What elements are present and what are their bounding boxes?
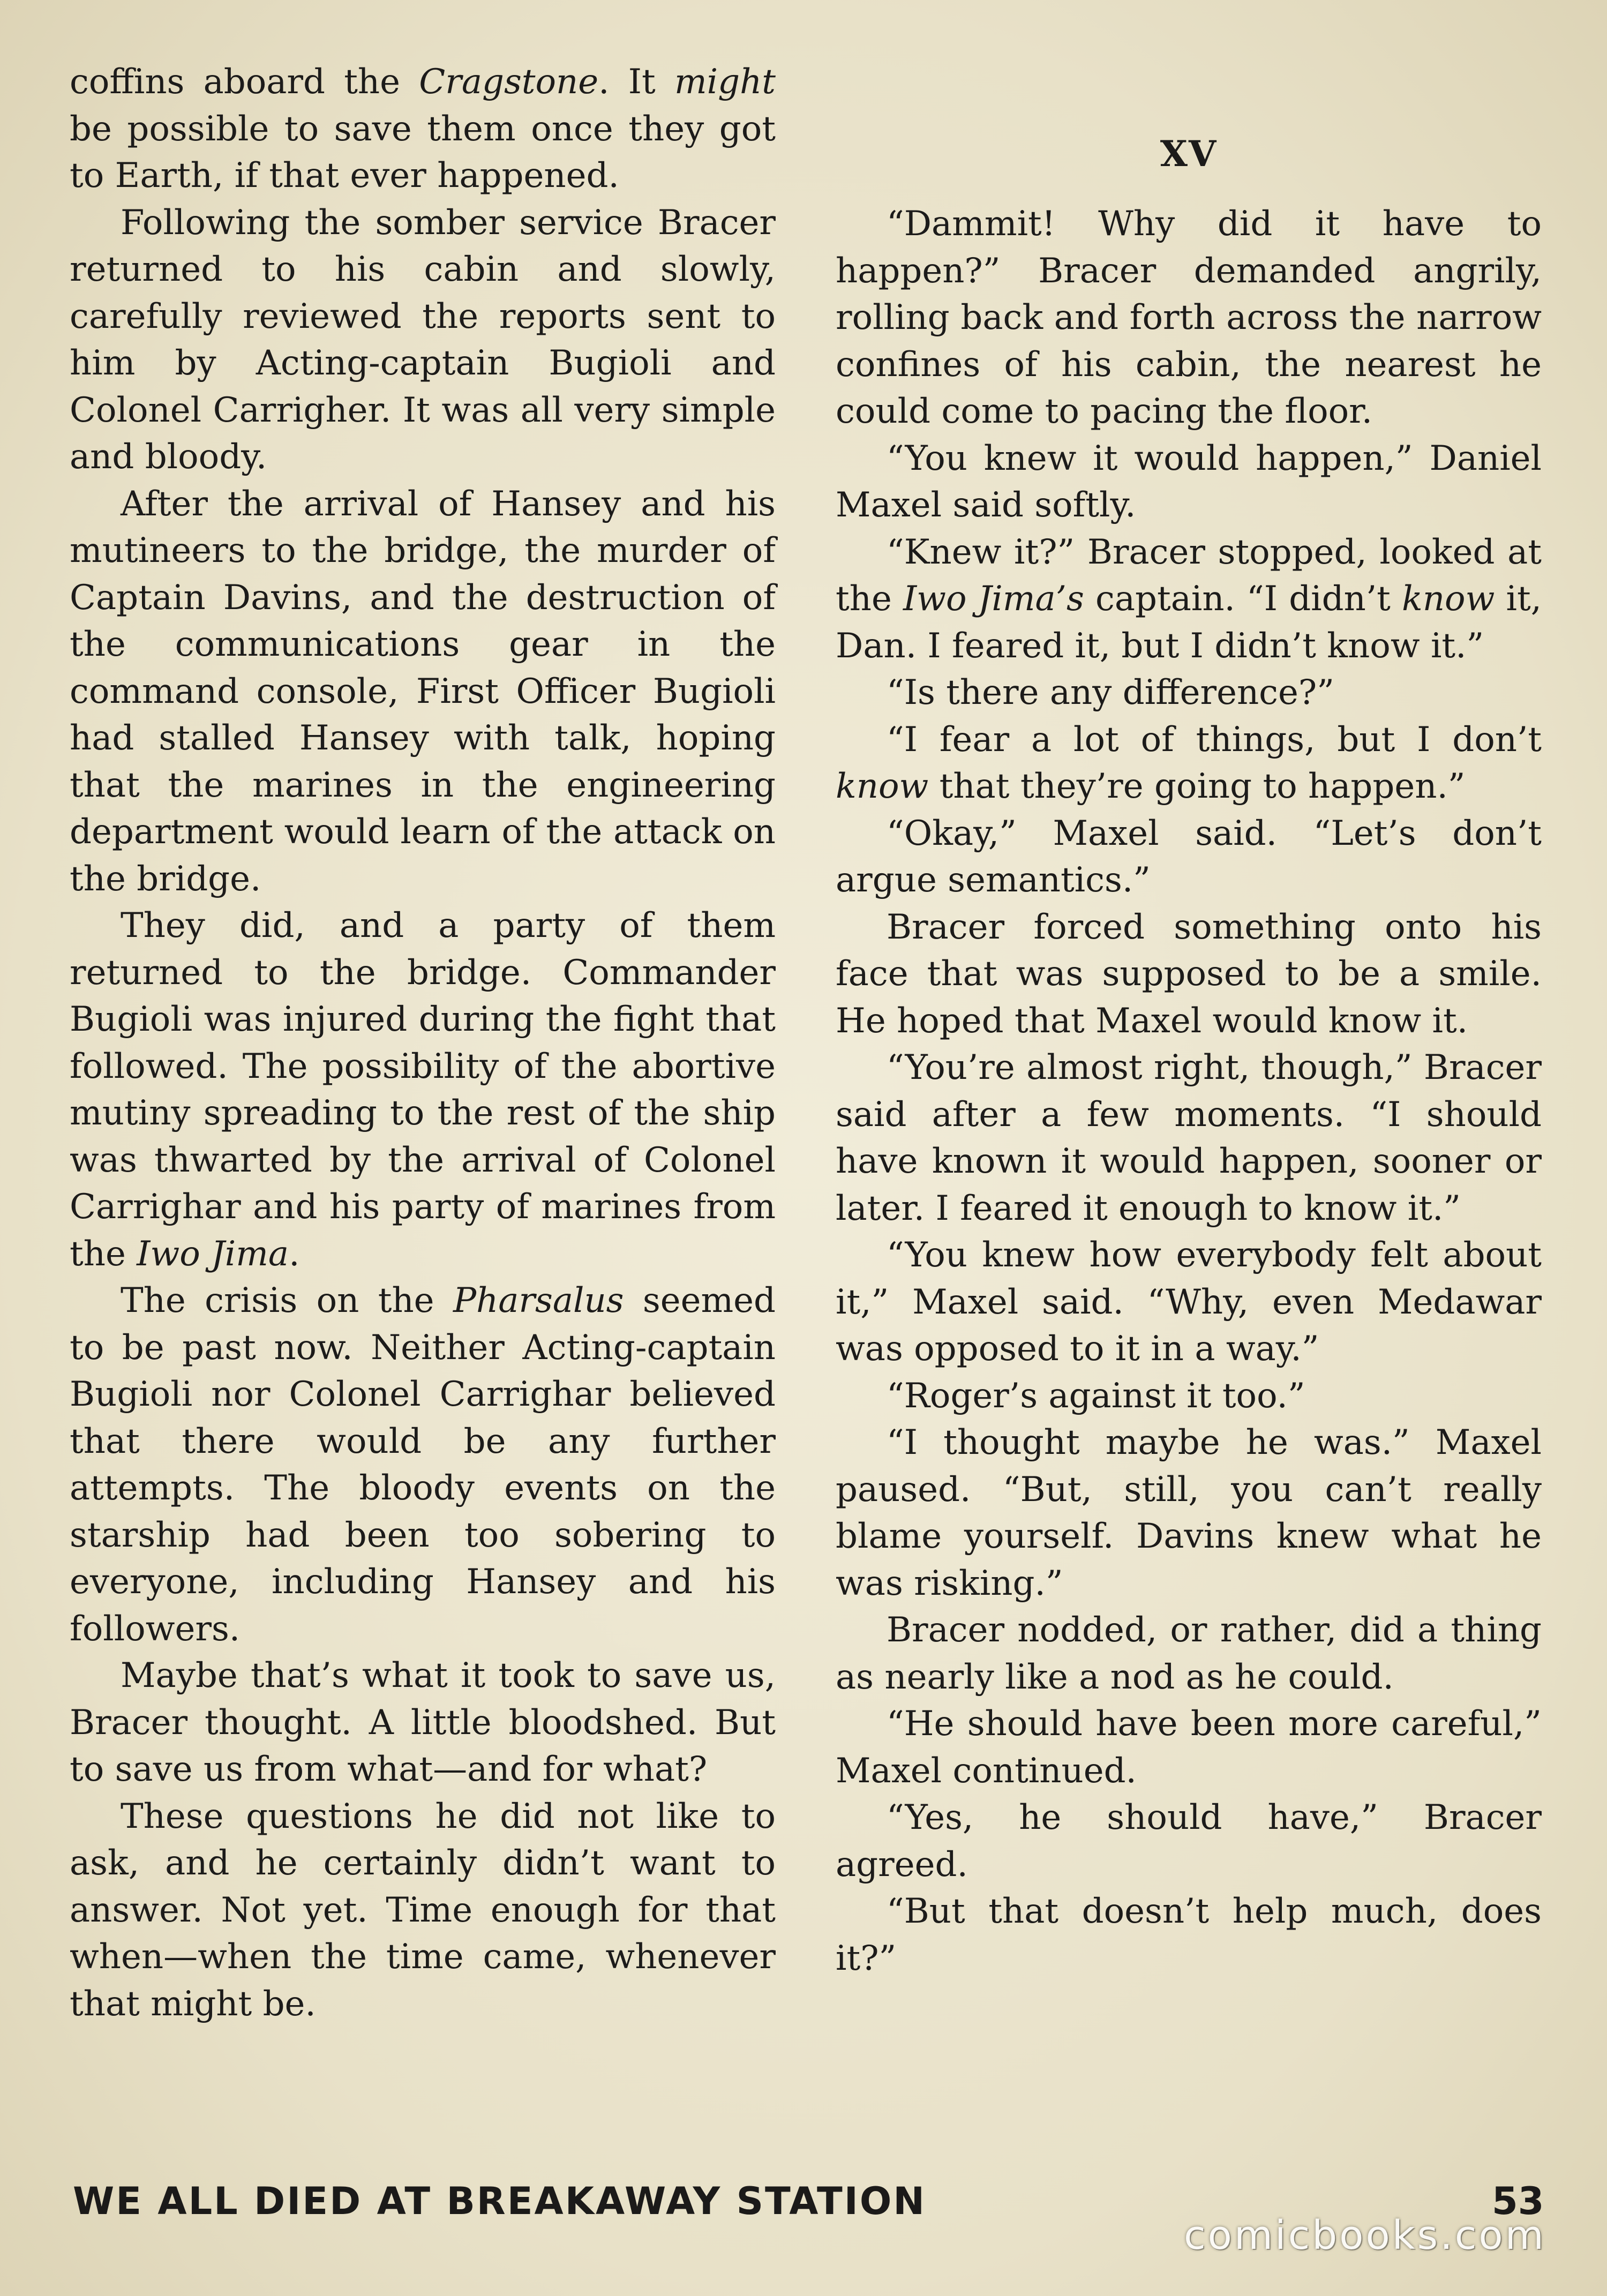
text-run: They did, and a party of them returned to the bridge. Commander Bugioli was injured during the fight that followed. The possibility of the abortive mutiny spreading to the rest of the ship was thwarted by the arrival of Colonel Carrighar and his party of marines from the <box>70 906 776 1274</box>
italic-text: Iwo Jima <box>137 1234 289 1274</box>
text-run: “You’re almost right, though,” Bracer said after a few moments. “I should have known it would happen, sooner or later. I feared it enough to know it.” <box>836 1048 1542 1228</box>
right_column-paragraph <box>836 717 1542 811</box>
text-run: be possible to save them once they got to Earth, if that ever happened. <box>70 109 776 196</box>
right_column-paragraph <box>836 1232 1542 1373</box>
text-run: . It <box>598 62 674 102</box>
right_column-paragraph <box>836 1888 1542 1982</box>
text-run: “Knew it?” Bracer stopped, looked at the <box>836 532 1542 619</box>
right_column-paragraph <box>836 1701 1542 1795</box>
left_column-paragraph <box>70 1653 776 1794</box>
text-run: After the arrival of Hansey and his mutineers to the bridge, the murder of Captain Davins, and the destruction of the communications gear in the command console, First Officer Bugioli had stalled Hansey with talk, hoping that the marines in the engineering department would learn of the attack on the bridge. <box>70 484 776 899</box>
right_column-paragraph <box>836 201 1542 436</box>
right_column-paragraph <box>836 811 1542 904</box>
right_column-paragraph <box>836 436 1542 529</box>
text-run: The crisis on the <box>121 1281 453 1320</box>
text-run: “I fear a lot of things, but I don’t <box>887 719 1542 760</box>
italic-text: Pharsalus <box>453 1281 624 1320</box>
right_column-paragraph <box>836 1373 1542 1420</box>
running-footer-title: WE ALL DIED AT BREAKAWAY STATION <box>73 2179 926 2223</box>
text-run: “Okay,” Maxel said. “Let’s don’t argue semantics.” <box>836 813 1542 900</box>
italic-text: Cragstone <box>419 62 599 102</box>
text-run: Bracer forced something onto his face that was supposed to be a smile. He hoped that Maxel would know it. <box>836 907 1542 1041</box>
text-run: “You knew it would happen,” Daniel Maxel said softly. <box>836 438 1542 525</box>
italic-text: know <box>836 767 929 806</box>
text-run: “He should have been more careful,” Maxel continued. <box>836 1704 1542 1791</box>
text-run: Following the somber service Bracer returned to his cabin and slowly, carefully reviewed the reports sent to him by Acting-captain Bugioli and Colonel Carrigher. It was all very simple and bloody. <box>70 202 776 477</box>
right_column-paragraph <box>836 670 1542 717</box>
text-run: “I thought maybe he was.” Maxel paused. “But, still, you can’t really blame yourself. Davins knew what he was risking.” <box>836 1423 1542 1603</box>
text-run: seemed to be past now. Neither Acting-captain Bugioli nor Colonel Carrighar believed that there would be any further attempts. The bloody events on the starship had been too sobering to everyone, including Hansey and his followers. <box>70 1281 776 1649</box>
right_column-paragraph <box>836 1420 1542 1607</box>
text-run: “You knew how everybody felt about it,” Maxel said. “Why, even Medawar was opposed to it in a way.” <box>836 1235 1542 1369</box>
italic-text: know <box>1402 579 1495 619</box>
text-run: “Is there any difference?” <box>887 673 1334 712</box>
left_column-paragraph <box>70 200 776 481</box>
chapter-heading: XV <box>1160 133 1218 175</box>
right_column-paragraph <box>836 1045 1542 1232</box>
italic-text: might <box>674 62 776 102</box>
italic-text: Iwo Jima’s <box>903 579 1084 619</box>
page-number: 53 <box>1492 2179 1544 2223</box>
text-run: “Yes, he should have,” Bracer agreed. <box>836 1798 1542 1885</box>
left_column-paragraph <box>70 903 776 1278</box>
right_column-paragraph <box>836 1795 1542 1888</box>
text-run: These questions he did not like to ask, and he certainly didn’t want to answer. Not yet. Time enough for that when—when the time came, whenever that might be. <box>70 1796 776 2024</box>
text-run: Bracer nodded, or rather, did a thing as nearly like a nod as he could. <box>836 1610 1542 1697</box>
left_column-paragraph <box>70 1794 776 2028</box>
right_column-paragraph <box>836 904 1542 1045</box>
text-run: captain. “I didn’t <box>1084 579 1402 619</box>
text-run: that they’re going to happen.” <box>928 767 1466 806</box>
left_column-paragraph <box>70 481 776 903</box>
left_column-paragraph <box>70 59 776 200</box>
text-run: “But that doesn’t help much, does it?” <box>836 1892 1542 1978</box>
text-run: “Roger’s against it too.” <box>887 1376 1305 1416</box>
right_column-paragraph <box>836 1607 1542 1701</box>
right-text-column <box>836 59 1542 1982</box>
left-text-column <box>70 59 776 2028</box>
text-run: “Dammit! Why did it have to happen?” Bracer demanded angrily, rolling back and forth across the narrow confines of his cabin, the nearest he could come to pacing the floor. <box>836 204 1542 431</box>
text-run: coffins aboard the <box>70 62 419 102</box>
text-run: Maybe that’s what it took to save us, Bracer thought. A little bloodshed. But to save us from what—and for what? <box>70 1656 776 1789</box>
watermark-logo: comicbooks.com <box>1184 2212 1546 2259</box>
left_column-paragraph <box>70 1278 776 1653</box>
text-run: . <box>289 1234 300 1274</box>
text-run: it, Dan. I feared it, but I didn’t know it.” <box>836 579 1542 666</box>
right_column-paragraph <box>836 529 1542 670</box>
